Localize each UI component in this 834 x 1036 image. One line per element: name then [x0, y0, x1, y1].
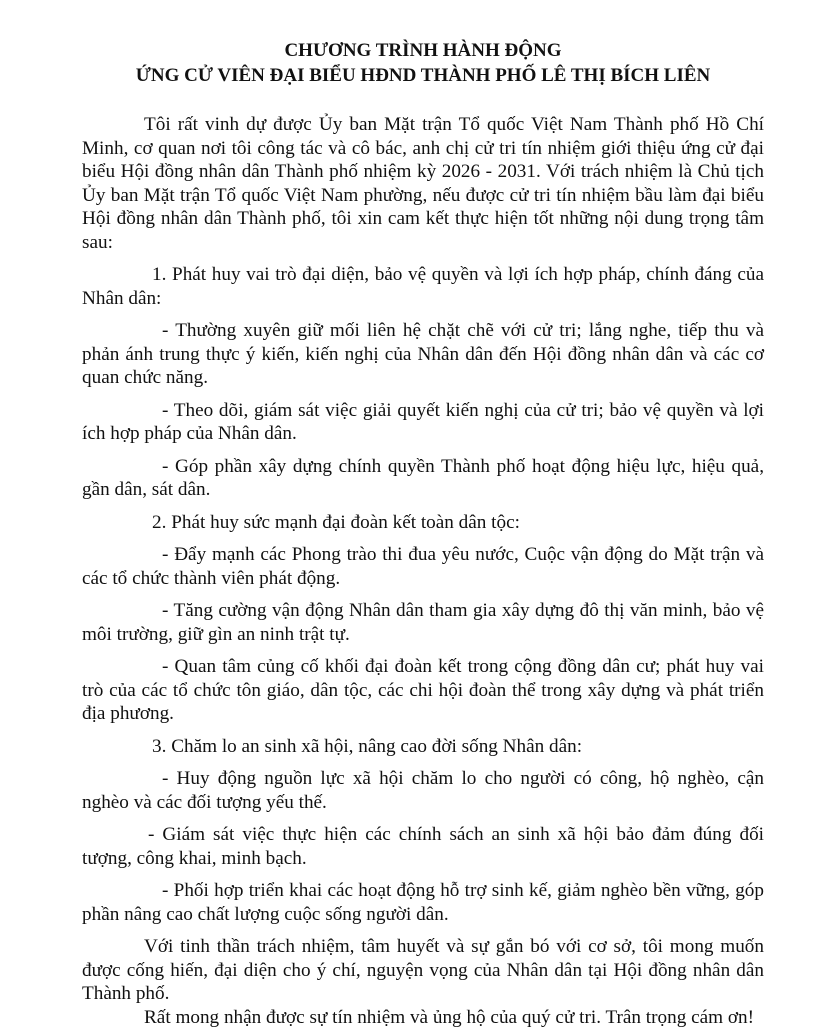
intro-paragraph: Tôi rất vinh dự được Ủy ban Mặt trận Tổ quốc Việt Nam Thành phố Hồ Chí Minh, cơ quan nơi tôi công tác và cô bác, anh chị cử tri tín nhiệm giới thiệu ứng cử đại biểu Hội đồng nhân dân Thành phố nhiệm kỳ 2026 - 2031. Với trách nhiệm là Chủ tịch Ủy ban Mặt trận Tổ quốc Việt Nam phường, nếu được cử tri tín nhiệm bầu làm đại biểu Hội đồng nhân dân Thành phố, tôi xin cam kết thực hiện tốt những nội dung trọng tâm sau:: [82, 114, 764, 253]
closing-paragraph: Với tinh thần trách nhiệm, tâm huyết và sự gắn bó với cơ sở, tôi mong muốn được cống hiến, đại diện cho ý chí, nguyện vọng của Nhân dân tại Hội đồng nhân dân Thành phố.: [82, 936, 764, 1004]
section2-heading: 2. Phát huy sức mạnh đại đoàn kết toàn dân tộc:: [152, 511, 520, 533]
section3-item: - Giám sát việc thực hiện các chính sách an sinh xã hội bảo đảm đúng đối tượng, công khai, minh bạch.: [82, 824, 764, 869]
section2-item: - Đẩy mạnh các Phong trào thi đua yêu nước, Cuộc vận động do Mặt trận và các tổ chức thành viên phát động.: [82, 544, 764, 589]
document-title-line2: ỨNG CỬ VIÊN ĐẠI BIỂU HĐND THÀNH PHỐ LÊ THỊ BÍCH LIÊN: [135, 65, 711, 86]
document-title-block: [82, 38, 764, 88]
section2-item: - Quan tâm củng cố khối đại đoàn kết trong cộng đồng dân cư; phát huy vai trò của các tổ chức tôn giáo, dân tộc, các chi hội đoàn thể trong xây dựng và phát triển địa phương.: [82, 656, 764, 724]
section3-heading: 3. Chăm lo an sinh xã hội, nâng cao đời sống Nhân dân:: [152, 735, 583, 757]
section2-item: - Tăng cường vận động Nhân dân tham gia xây dựng đô thị văn minh, bảo vệ môi trường, giữ gìn an ninh trật tự.: [82, 600, 764, 645]
closing-thanks: Rất mong nhận được sự tín nhiệm và ủng hộ của quý cử tri. Trân trọng cám ơn!: [144, 1006, 754, 1028]
section3-item: - Phối hợp triển khai các hoạt động hỗ trợ sinh kế, giảm nghèo bền vững, góp phần nâng cao chất lượng cuộc sống người dân.: [82, 880, 764, 925]
section1-item: - Góp phần xây dựng chính quyền Thành phố hoạt động hiệu lực, hiệu quả, gần dân, sát dân.: [82, 455, 764, 500]
section3-item: - Huy động nguồn lực xã hội chăm lo cho người có công, hộ nghèo, cận nghèo và các đối tượng yếu thế.: [82, 768, 764, 813]
section1-item: - Thường xuyên giữ mối liên hệ chặt chẽ với cử tri; lắng nghe, tiếp thu và phản ánh trung thực ý kiến, kiến nghị của Nhân dân đến Hội đồng nhân dân và các cơ quan chức năng.: [82, 320, 764, 388]
document-title-line1: CHƯƠNG TRÌNH HÀNH ĐỘNG: [284, 40, 562, 61]
section1-item: - Theo dõi, giám sát việc giải quyết kiến nghị của cử tri; bảo vệ quyền và lợi ích hợp pháp của Nhân dân.: [82, 399, 764, 444]
section1-heading: 1. Phát huy vai trò đại diện, bảo vệ quyền và lợi ích hợp pháp, chính đáng của Nhân dân:: [82, 264, 764, 309]
